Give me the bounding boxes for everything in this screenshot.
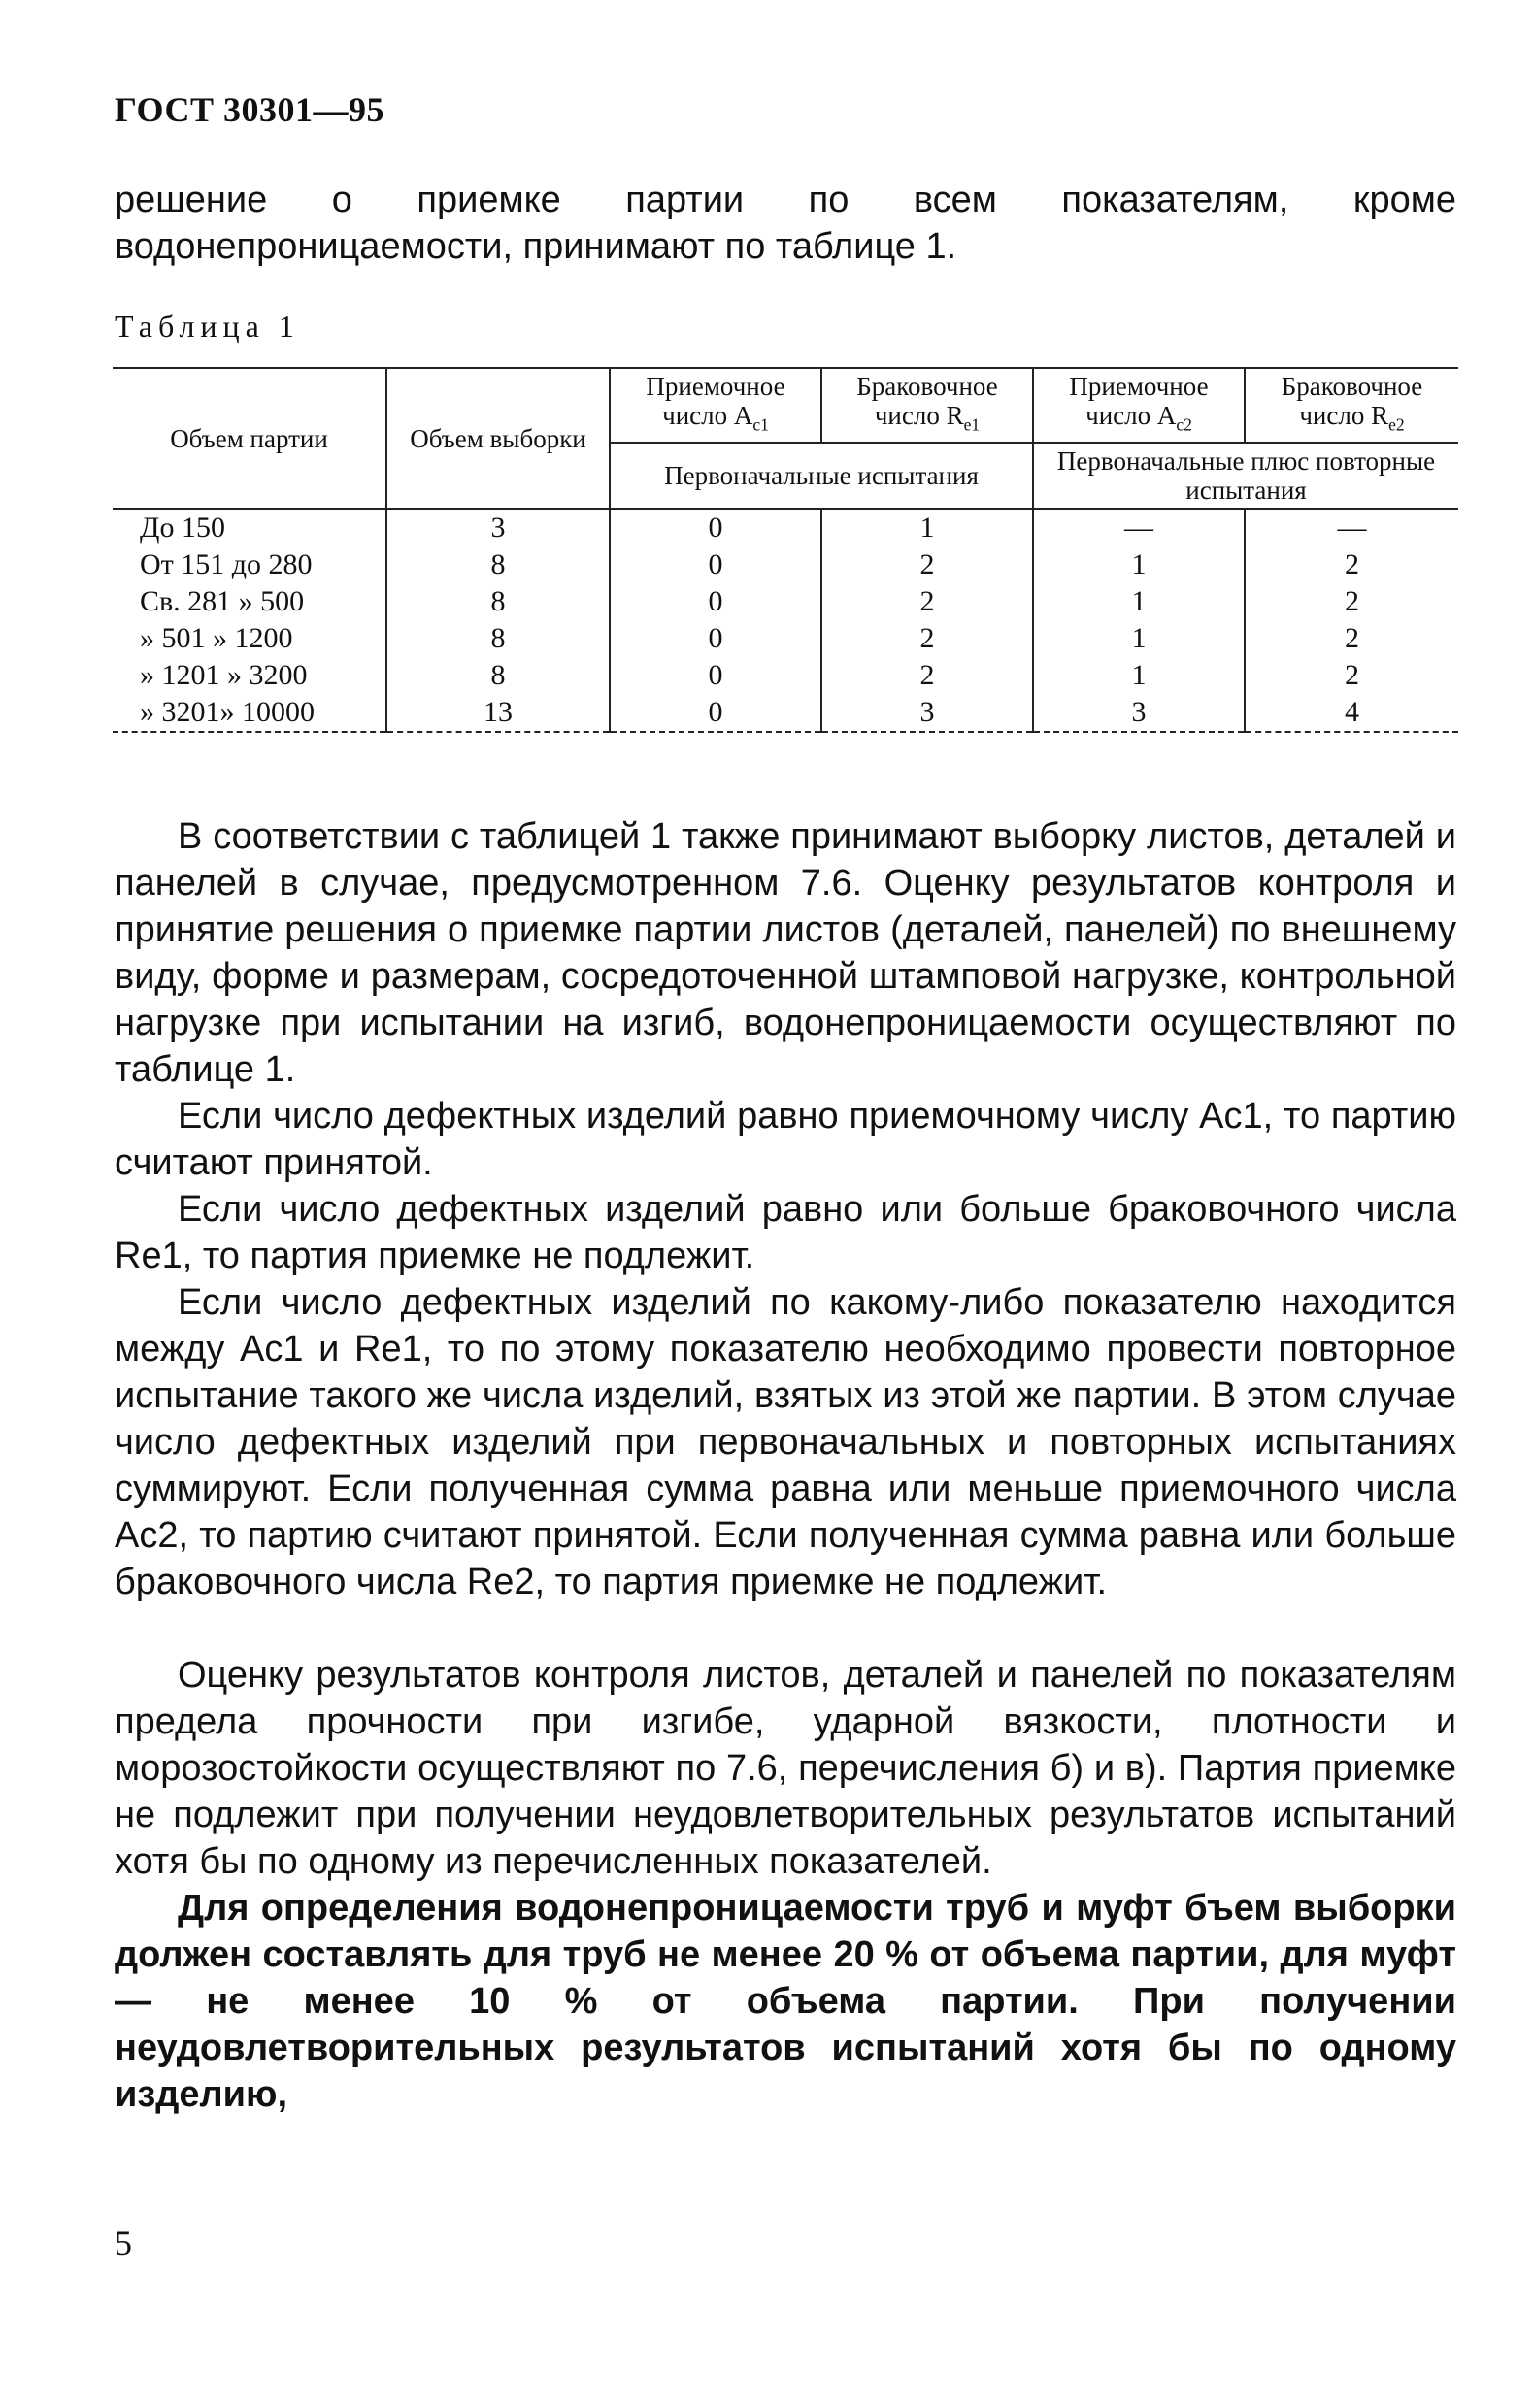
cell-ac1: 0 [610,657,821,694]
col-header-ac2: Приемочное число $A_{c2}$ [1033,368,1245,443]
cell-ac1: 0 [610,620,821,657]
cell-party: От 151 до 280 [113,546,386,583]
cell-ac2: 3 [1033,694,1245,732]
cell-sample: 8 [386,657,610,694]
col-header-re2: Браковочное число $R_{e2}$ [1245,368,1458,443]
cell-re2: 2 [1245,546,1458,583]
cell-party: » 1201 » 3200 [113,657,386,694]
page-number: 5 [115,2224,132,2262]
cell-ac1: 0 [610,546,821,583]
cell-sample: 8 [386,583,610,620]
cell-sample: 8 [386,620,610,657]
group-header-initial: Первоначальные испытания [610,443,1033,509]
cell-ac1: 0 [610,509,821,546]
paragraph-1: В соответствии с таблицей 1 также принимают выборку листов, деталей и панелей в случае, предусмотренном 7.6. Оценку результатов контроля и принятие решения о приемке партии листов (деталей, панелей) по внешнему виду, форме и размерам, сосредоточенной штамповой нагрузке, контрольной нагрузке при испытании на изгиб, водонепроницаемости осуществляют по таблице 1. [115,816,1456,1090]
cell-party: Св. 281 » 500 [113,583,386,620]
table-row [113,694,1458,732]
table-row [113,509,1458,546]
cell-re2: 2 [1245,657,1458,694]
cell-party: » 501 » 1200 [113,620,386,657]
col-header-sample: Объем выборки [386,368,610,509]
cell-re1: 2 [821,657,1033,694]
col-header-re1: Браковочное число $R_{e1}$ [821,368,1033,443]
table-caption: Таблица 1 [115,309,300,344]
intro-paragraph: решение о приемке партии по всем показателям, кроме водонепроницаемости, принимают по таблице 1. [115,180,1456,267]
col-header-party: Объем партии [113,368,386,509]
paragraph-2: Если число дефектных изделий равно приемочному числу Ac1, то партию считают принятой. [115,1096,1456,1183]
paragraph-6: Для определения водонепроницаемости труб и муфт бъем выборки должен составлять для труб не менее 20 % от объема партии, для муфт — не менее 10 % от объема партии. При получении неудовлетворительных результатов испытаний хотя бы по одному изделию, [115,1888,1456,2115]
cell-sample: 8 [386,546,610,583]
cell-re1: 2 [821,620,1033,657]
cell-re2: 2 [1245,620,1458,657]
cell-party: До 150 [113,509,386,546]
table-row [113,657,1458,694]
cell-re1: 2 [821,583,1033,620]
cell-ac2: 1 [1033,546,1245,583]
col-header-ac1: Приемочное число $A_{c1}$ [610,368,821,443]
paragraph-5: Оценку результатов контроля листов, деталей и панелей по показателям предела прочности при изгибе, ударной вязкости, плотности и морозостойкости осуществляют по 7.6, перечисления б) и в). Партия приемке не подлежит при получении неудовлетворительных результатов испытаний хотя бы по одному из перечисленных показателей. [115,1655,1456,1882]
paragraph-4: Если число дефектных изделий по какому-либо показателю находится между Ac1 и Re1, то по этому показателю необходимо провести повторное испытание такого же числа изделий, взятых из этой же партии. В этом случае число дефектных изделий при первоначальных и повторных испытаниях суммируют. Если полученная сумма равна или меньше приемочного числа Ac2, то партию считают принятой. Если полученная сумма равна или больше браковочного числа Re2, то партия приемке не подлежит. [115,1282,1456,1602]
cell-ac2: 1 [1033,657,1245,694]
cell-re1: 2 [821,546,1033,583]
cell-ac2: 1 [1033,583,1245,620]
cell-re2: 4 [1245,694,1458,732]
cell-sample: 3 [386,509,610,546]
group-header-repeat: Первоначальные плюс повторные испытания [1033,443,1458,509]
cell-party: » 3201» 10000 [113,694,386,732]
table-row [113,620,1458,657]
table-row [113,583,1458,620]
cell-sample: 13 [386,694,610,732]
cell-ac1: 0 [610,694,821,732]
cell-re2: — [1245,509,1458,546]
acceptance-table [113,367,1458,733]
cell-ac2: 1 [1033,620,1245,657]
cell-ac1: 0 [610,583,821,620]
cell-re1: 1 [821,509,1033,546]
cell-re2: 2 [1245,583,1458,620]
cell-ac2: — [1033,509,1245,546]
table-row [113,546,1458,583]
standard-header: ГОСТ 30301—95 [115,90,384,129]
paragraph-3: Если число дефектных изделий равно или больше браковочного числа Re1, то партия приемке не подлежит. [115,1189,1456,1276]
cell-re1: 3 [821,694,1033,732]
